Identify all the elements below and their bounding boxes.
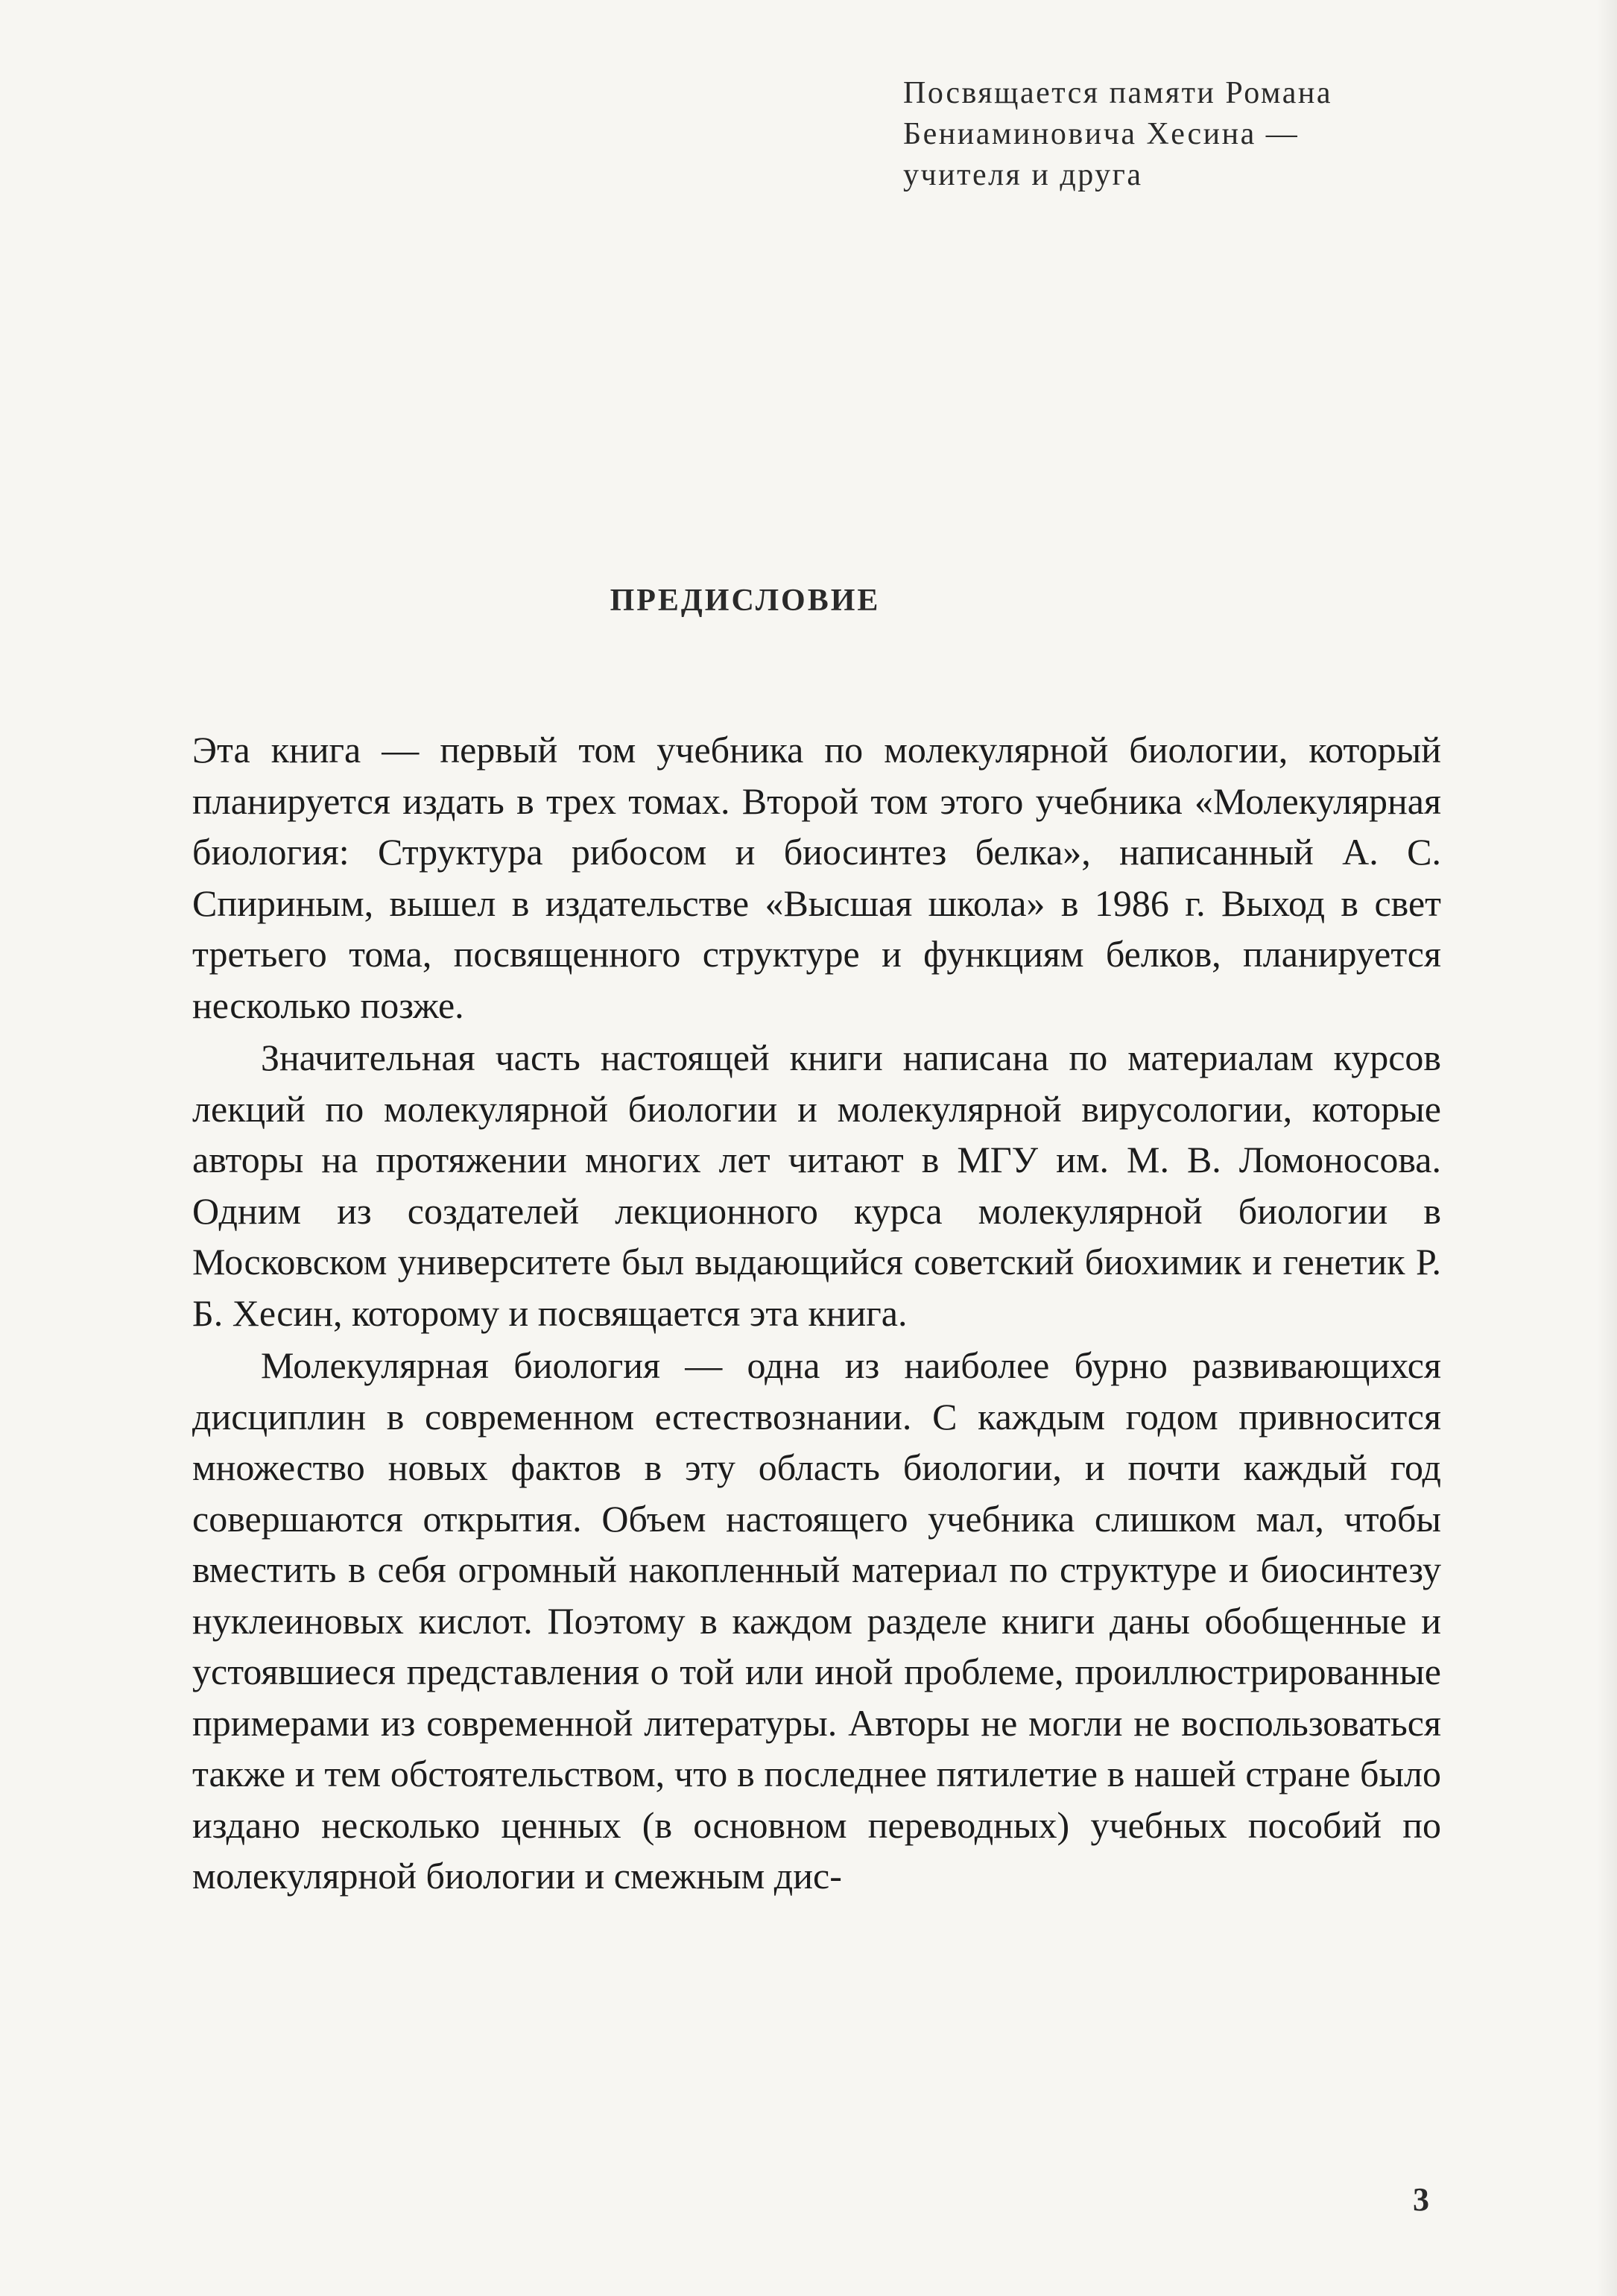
body-text — [192, 724, 1441, 1903]
section-heading: ПРЕДИСЛОВИЕ — [610, 584, 881, 618]
dedication-line: Посвящается памяти Романа — [903, 76, 1332, 110]
paragraph: Эта книга — первый том учебника по молекулярной биологии, который планируется издать в трех томах. Второй том этого учебника «Молекулярная биология: Структура рибосом и биосинтез белка», написанный А. С. Спириным, вышел в издательстве «Высшая школа» в 1986 г. Выход в свет третьего тома, посвященного структуре и функциям белков, планируется несколько позже. — [192, 729, 1441, 1026]
dedication-line: Бениаминовича Хесина — — [903, 117, 1300, 151]
paragraph: Значительная часть настоящей книги написана по материалам курсов лекций по молекулярной биологии и молекулярной вирусологии, которые авторы на протяжении многих лет читают в МГУ им. М. В. Ломоносова. Одним из создателей лекционного курса молекулярной биологии в Московском университете был выдающийся советский биохимик и генетик Р. Б. Хесин, которому и посвящается эта книга. — [192, 1037, 1441, 1334]
dedication-line: учителя и друга — [903, 158, 1143, 192]
page-number: 3 — [1413, 2181, 1429, 2218]
dedication — [903, 73, 1469, 196]
page-edge — [1596, 0, 1617, 2296]
paragraph: Молекулярная биология — одна из наиболее бурно развивающихся дисциплин в современном естествознании. С каждым годом привносится множество новых фактов в эту область биологии, и почти каждый год совершаются открытия. Объем настоящего учебника слишком мал, чтобы вместить в себя огромный накопленный материал по структуре и биосинтезу нуклеиновых кислот. Поэтому в каждом разделе книги даны обобщенные и устоявшиеся представления о той или иной проблеме, проиллюстрированные примерами из современной литературы. Авторы не могли не воспользоваться также и тем обстоятельством, что в последнее пятилетие в нашей стране было издано несколько ценных (в основном переводных) учебных пособий по молекулярной биологии и смежным дис- — [192, 1344, 1441, 1897]
